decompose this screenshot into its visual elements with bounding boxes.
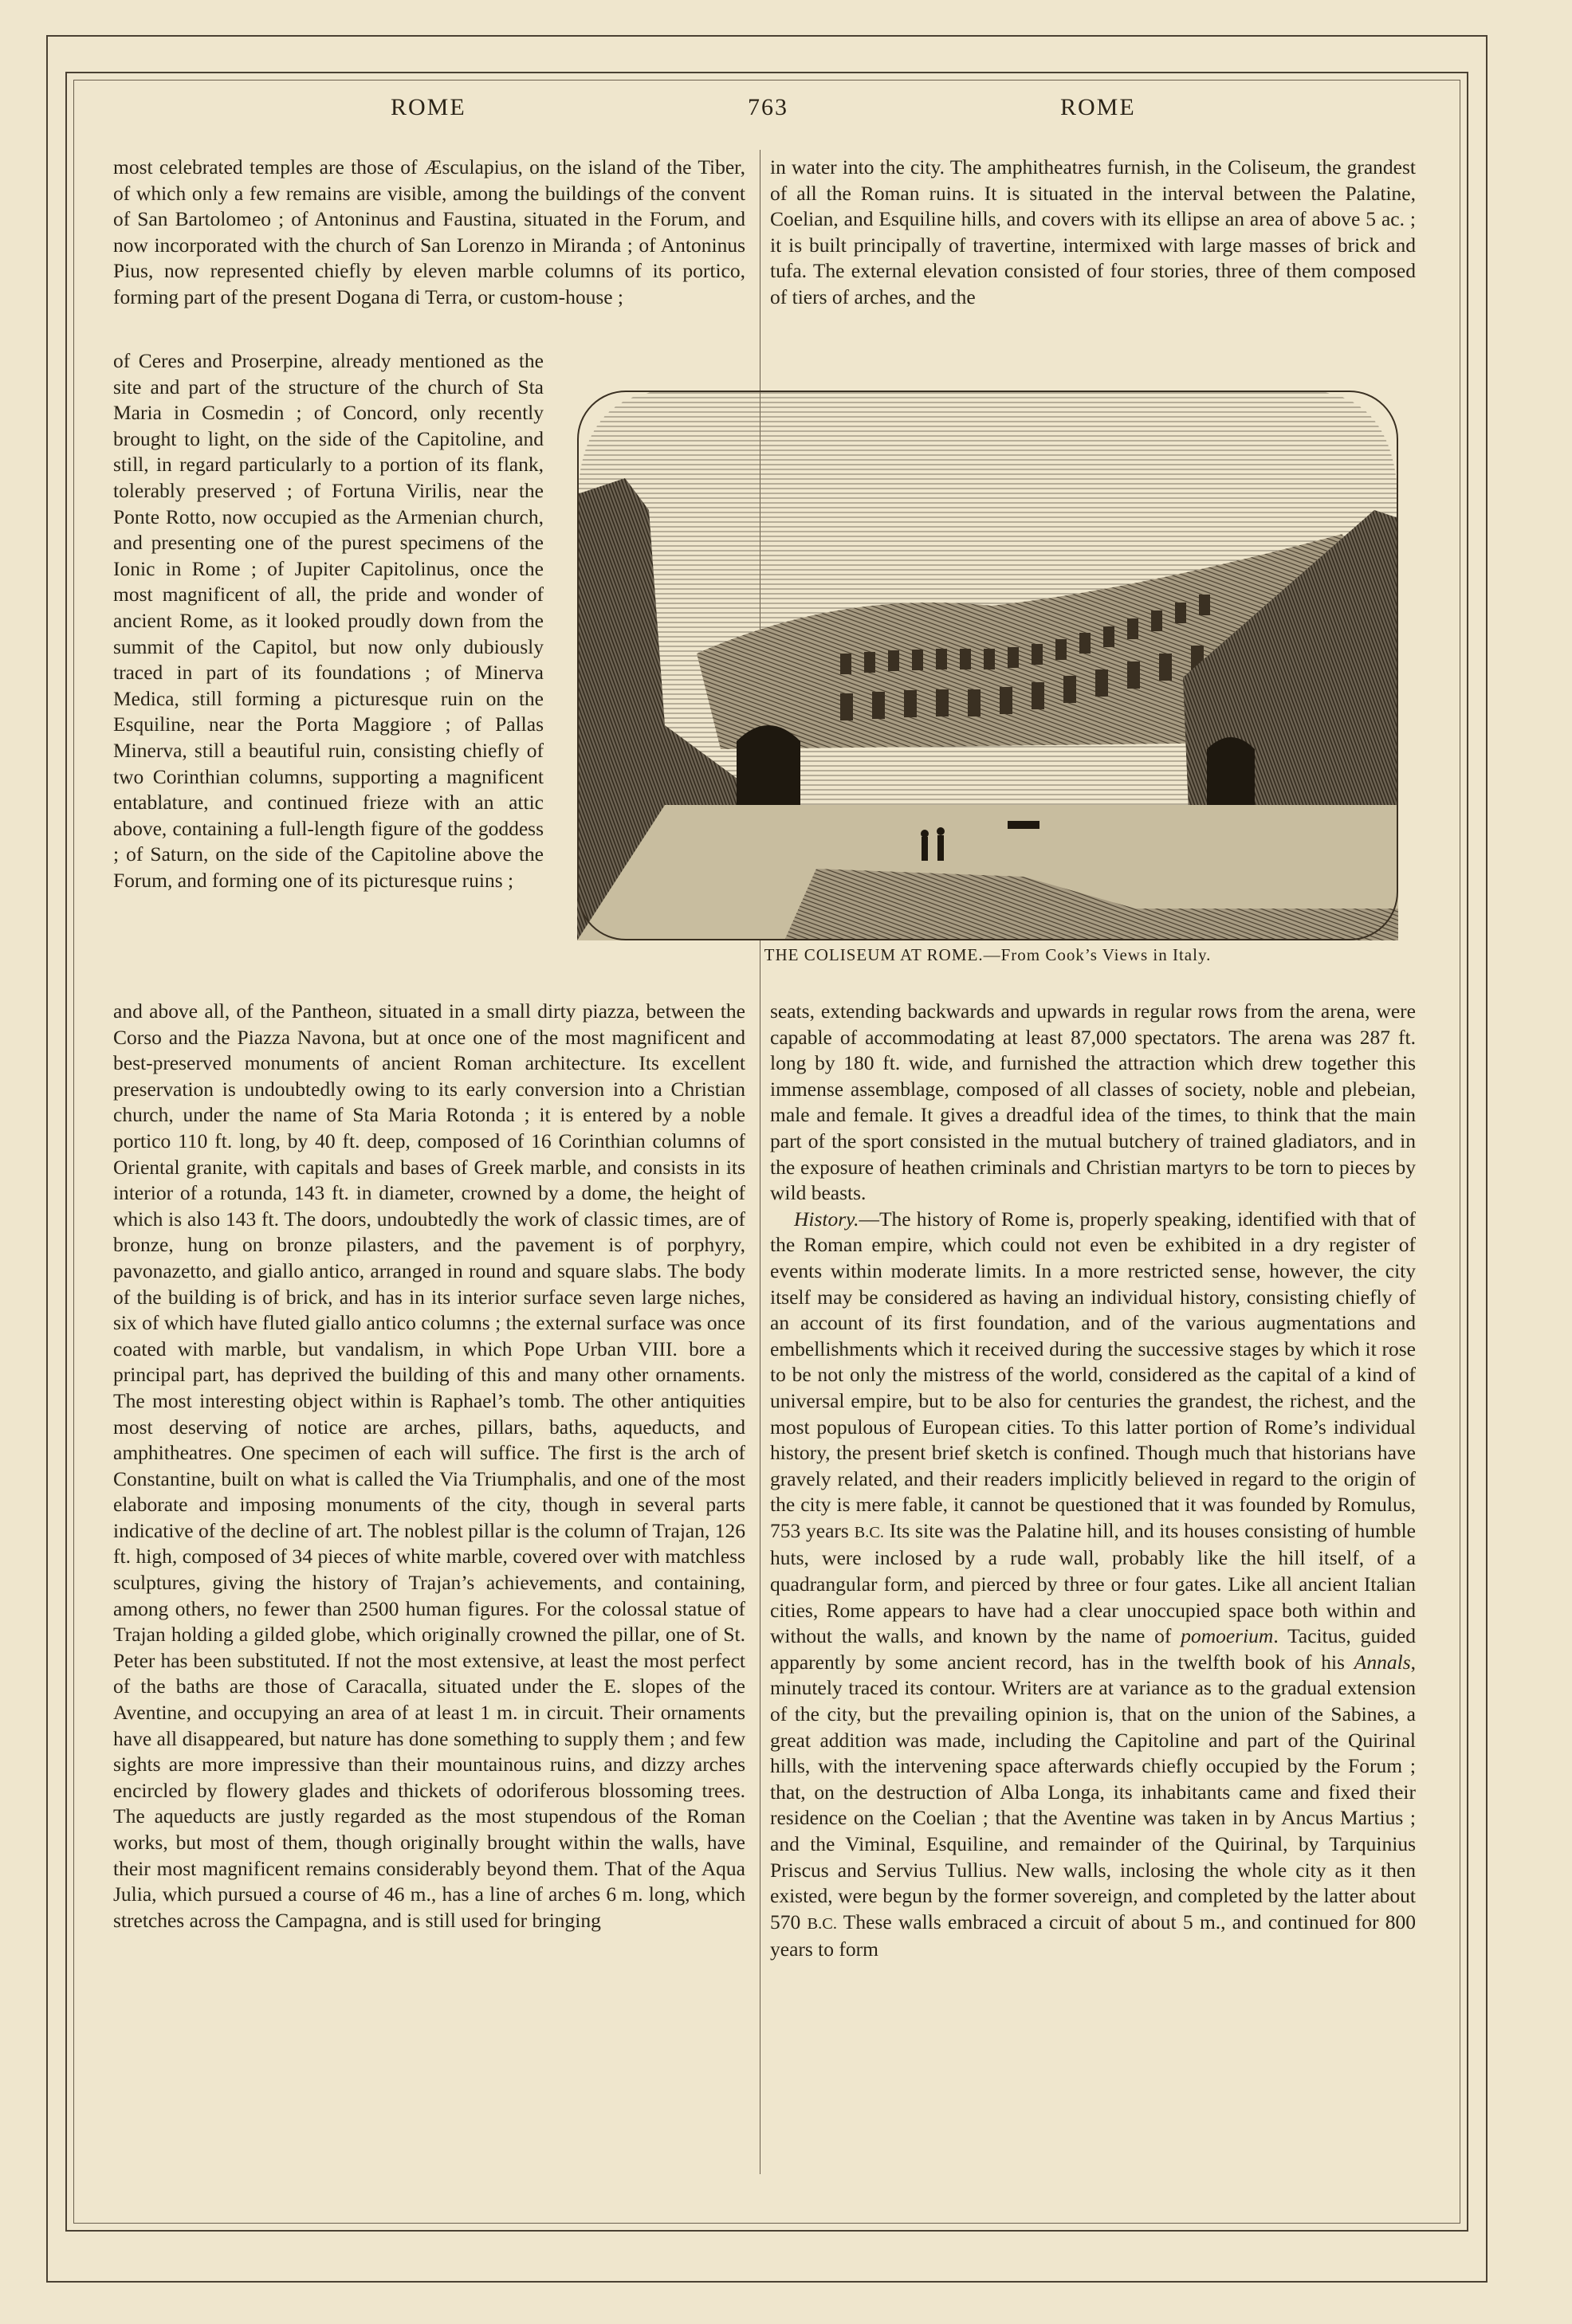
history-text-1: —The history of Rome is, properly speaking, identified with that of the Roman empire, which could not even be exhibited in a dry register of events within moderate limits. In a more restricted sense, however, the city itself may be considered as having an individual history, consisting chiefly of an account of its first foundation, and of the various augmentations and embellishments which it received during the successive stages by which it rose to be not only the mistress of the world, considered as the capital of a kind of universal empire, but to be also for centuries the grandest, the richest, and the most populous of European cities. To this latter portion of Rome’s individual history, the present brief sketch is confined. Though much that historians have gravely related, and their readers implicitly believed in regard to the origin of the city is mere fable, it cannot be questioned that it was founded by Romulus, 753 years	[770, 1207, 1416, 1542]
running-head-right: ROME	[1060, 94, 1136, 120]
figure-caption: THE COLISEUM AT ROME.—From Cook’s Views in Italy.	[764, 945, 1212, 964]
page-number: 763	[748, 94, 788, 120]
left-column-bottom-paragraph: and above all, of the Pantheon, situated in a small dirty piazza, between the Corso and the Piazza Navona, but at once one of the most magnificent and best-preserved monuments of ancient Roman architecture. Its excellent preservation is undoubtedly owing to its early conversion into a Christian church, under the name of Sta Maria Rotonda ; it is entered by a noble portico 110 ft. long, by 40 ft. deep, composed of 16 Corinthian columns of Oriental granite, with capitals and bases of Greek marble, and consists in its interior of a rotunda, 143 ft. in diameter, crowned by a dome, the height of which is also 143 ft. The doors, undoubtedly the work of classic times, are of bronze, hung on bronze pilasters, and the pavement is of porphyry, pavonazetto, and giallo antico, arranged in round and square slabs. The body of the building is of brick, and has in its interior surface seven large niches, six of which have fluted giallo antico columns ; the external surface was once coated with marble, but vandalism, in which Pope Urban VIII. bore a principal part, has deprived the building of this and many other ornaments. The most interesting object within is Raphael’s tomb. The other antiquities most deserving of notice are arches, pillars, baths, aqueducts, and amphitheatres. One specimen of each will suffice. The first is the arch of Constantine, built on what is called the Via Triumphalis, and one of the most elaborate and imposing monuments of the city, though in several parts indicative of the decline of art. The noblest pillar is the column of Trajan, 126 ft. high, composed of 34 pieces of white marble, covered over with matchless sculptures, giving the history of Trajan’s achievements, and containing, among others, no fewer than 2500 human figures. For the colossal statue of Trajan holding a gilded globe, which originally crowned the pillar, one of St. Peter has been substituted. If not the most extensive, at least the most perfect of the baths are those of Caracalla, situated under the E. slopes of the Aventine, and occupying an area of at least 1 m. in circuit. Their ornaments have all disappeared, but nature has done something to supply them ; and few sights are more impressive than their mountainous ruins, and dizzy arches encircled by flowery glades and thickets of odoriferous blossoming trees. The aqueducts are justly regarded as the most stupendous of the Roman works, but most of them, though originally brought within the walls, have their most magnificent remains considerably beyond them. That of the Aqua Julia, which pursued a course of 46 m., has a line of arches 6 m. long, which stretches across the Campagna, and is still used for bringing	[113, 999, 745, 1932]
coliseum-engraving	[577, 391, 1398, 940]
history-text-3: . Tacitus, guided apparently by some ancient record, has in the twelfth book of his	[770, 1624, 1417, 1674]
history-text-2: Its site was the Palatine hill, and its houses consisting of humble huts, were inclosed by a rude wall, probably like the hill itself, of a quadrangular form, and pierced by three or four gates. Like all ancient Italian cities, Rome appears to have had a clear unoccupied space both within and without the walls, and known by the name of	[770, 1518, 1416, 1648]
left-column-top-paragraph: most celebrated temples are those of Æsculapius, on the island of the Tiber, of which only a few remains are visible, among the buildings of the convent of San Bartolomeo ; of Antoninus and Faustina, situated in the Forum, and now incorporated with the church of San Lorenzo in Miranda ; of Antoninus Pius, now represented chiefly by eleven marble columns of its portico, forming part of the present Dogana di Terra, or custom-house ;	[113, 155, 745, 308]
bc-abbrev-2: B.C.	[807, 1914, 837, 1933]
history-text-5: These walls embraced a circuit of about 5 m., and continued for 800 years to form	[770, 1910, 1417, 1961]
history-paragraph	[770, 1207, 1416, 1963]
seats-paragraph: seats, extending backwards and upwards in regular rows from the arena, were capable of accommodating at least 87,000 spectators. The arena was 287 ft. long by 180 ft. wide, and furnished the attraction which drew together this immense assemblage, composed of all classes of society, noble and plebeian, male and female. It gives a dreadful idea of the times, to think that the main part of the sport consisted in the mutual butchery of trained gladiators, and in the exposure of heathen criminals and Christian martyrs to be torn to pieces by wild beasts.	[770, 999, 1416, 1205]
history-text-4: , minutely traced its contour. Writers are at variance as to the gradual extension of the city, but the prevailing opinion is, that on the union of the Sabines, a great addition was made, including the Capitoline and part of the Quirinal hills, with the intervening space afterwards chiefly occupied by the Forum ; that, on the destruction of Alba Longa, its inhabitants came and fixed their residence on the Coelian ; that the Aventine was taken in by Ancus Martius ; and the Viminal, Esquiline, and remainder of the Quirinal, by Tarquinius Priscus and Servius Tullius. New walls, inclosing the whole city as it then existed, were begun by the former sovereign, and completed by the latter about 570	[770, 1650, 1416, 1933]
right-column-top-paragraph: in water into the city. The amphitheatres furnish, in the Coliseum, the grandest of all the Roman ruins. It is situated in the interval between the Palatine, Coelian, and Esquiline hills, and covers with its ellipse an area of above 5 ac. ; it is built principally of travertine, intermixed with large masses of brick and tufa. The external elevation consisted of four stories, three of them composed of tiers of arches, and the	[770, 155, 1416, 308]
annals-title: Annals	[1354, 1650, 1411, 1674]
history-heading: History.	[794, 1207, 859, 1231]
left-column-narrow-paragraph: of Ceres and Proserpine, already mentioned as the site and part of the structure of the church of Sta Maria in Cosmedin ; of Concord, only recently brought to light, on the side of the Capitoline, and still, in regard particularly to a portion of its flank, tolerably preserved ; of Fortuna Virilis, near the Ponte Rotto, now occupied as the Armenian church, and presenting one of the purest specimens of the Ionic in Rome ; of Jupiter Capitolinus, once the most magnificent of all, the pride and wonder of ancient Rome, as it looked proudly down from the summit of the Capitol, but now only dubiously traced in part of its foundations ; of Minerva Medica, still forming a picturesque ruin on the Esquiline, near the Porta Maggiore ; of Pallas Minerva, still a beautiful ruin, consisting chiefly of two Corinthian columns, supporting a magnificent entablature, and continued frieze with an attic above, containing a full-length figure of the goddess ; of Saturn, on the side of the Capitoline above the Forum, and forming one of its picturesque ruins ;	[113, 349, 544, 892]
pomoerium-term: pomoerium	[1181, 1624, 1274, 1648]
running-head-left: ROME	[391, 94, 466, 120]
right-column-bottom-text	[770, 999, 1416, 1963]
bc-abbrev-1: B.C.	[854, 1523, 885, 1541]
